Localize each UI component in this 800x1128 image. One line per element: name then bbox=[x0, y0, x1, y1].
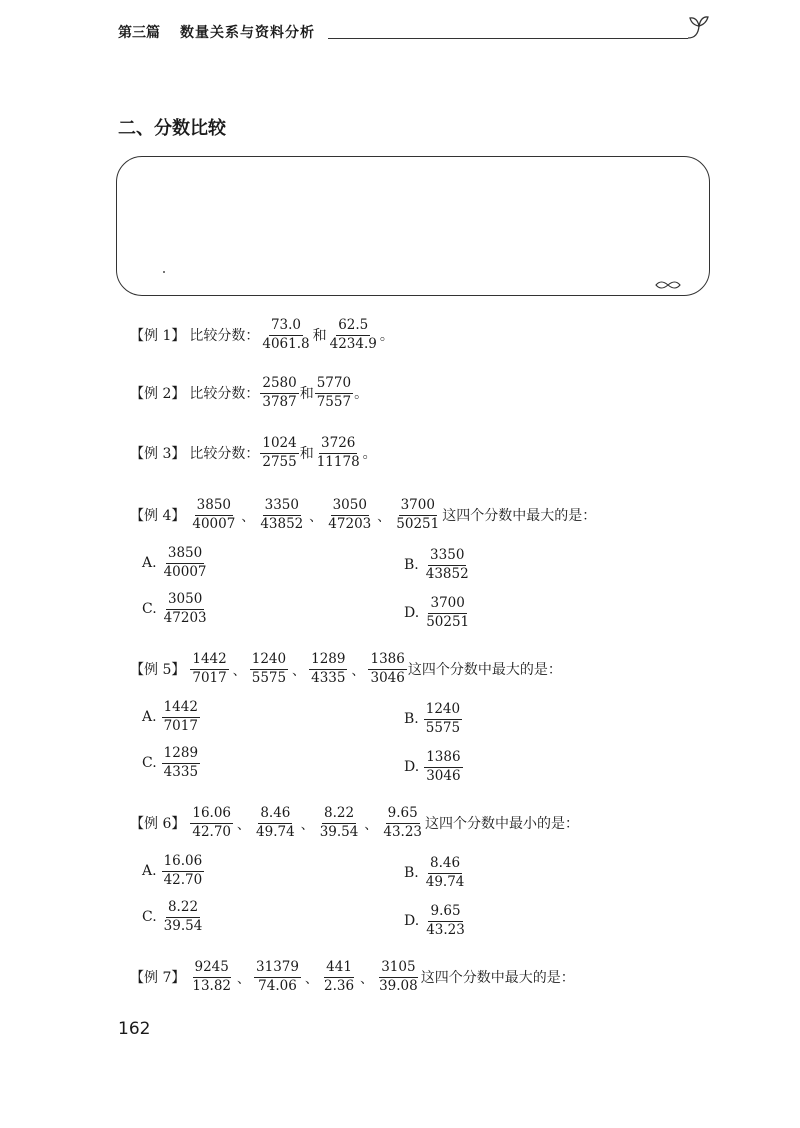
option-letter: D. bbox=[404, 759, 420, 776]
fraction bbox=[190, 806, 233, 840]
numerator: 9245 bbox=[193, 960, 231, 978]
fraction bbox=[318, 806, 361, 840]
numerator: 16.06 bbox=[162, 854, 205, 872]
numerator: 9.65 bbox=[386, 806, 420, 824]
fraction bbox=[315, 436, 362, 470]
fraction bbox=[424, 596, 471, 630]
example-5 bbox=[130, 652, 562, 686]
numerator: 1442 bbox=[190, 652, 228, 670]
chapter-label: 第三篇 bbox=[118, 25, 160, 41]
fraction bbox=[260, 436, 298, 470]
denominator: 40007 bbox=[192, 515, 236, 532]
denominator: 11178 bbox=[316, 453, 360, 470]
sprout-icon bbox=[686, 12, 712, 42]
period: 。 bbox=[354, 386, 369, 403]
example-prompt: 比较分数： bbox=[189, 386, 260, 403]
numerator: 3850 bbox=[166, 546, 204, 564]
separator: 、 bbox=[364, 817, 378, 833]
numerator: 9.65 bbox=[428, 904, 462, 922]
numerator: 1386 bbox=[368, 652, 406, 670]
option-c[interactable] bbox=[142, 746, 201, 780]
conjunction: 和 bbox=[299, 386, 314, 403]
leaf-icon bbox=[655, 277, 681, 291]
fraction bbox=[162, 546, 209, 580]
denominator: 3787 bbox=[262, 393, 297, 410]
denominator: 50251 bbox=[396, 515, 440, 532]
note-box bbox=[116, 156, 710, 296]
numerator: 8.46 bbox=[258, 806, 292, 824]
numerator: 3350 bbox=[263, 498, 301, 516]
fraction bbox=[162, 854, 205, 888]
numerator: 62.5 bbox=[336, 318, 370, 336]
example-prompt: 比较分数： bbox=[189, 328, 260, 345]
option-d[interactable] bbox=[404, 904, 468, 938]
denominator: 4335 bbox=[311, 669, 346, 686]
separator: 、 bbox=[300, 817, 314, 833]
numerator: 31379 bbox=[254, 960, 301, 978]
separator: 、 bbox=[377, 509, 391, 525]
numerator: 3105 bbox=[379, 960, 417, 978]
numerator: 3350 bbox=[428, 548, 466, 566]
denominator: 7557 bbox=[316, 393, 352, 410]
conjunction: 和 bbox=[312, 328, 327, 345]
fraction bbox=[190, 652, 228, 686]
denominator: 7017 bbox=[192, 669, 227, 686]
option-a[interactable] bbox=[142, 546, 210, 580]
option-letter: B. bbox=[404, 557, 419, 574]
fraction bbox=[254, 960, 301, 994]
denominator: 3046 bbox=[426, 767, 461, 784]
question-text: 这四个分数中最大的是： bbox=[420, 970, 575, 987]
numerator: 1240 bbox=[250, 652, 288, 670]
numerator: 16.06 bbox=[190, 806, 233, 824]
separator: 、 bbox=[309, 509, 323, 525]
option-a[interactable] bbox=[142, 854, 205, 888]
option-letter: B. bbox=[404, 711, 419, 728]
question-text: 这四个分数中最小的是： bbox=[425, 816, 580, 833]
option-c[interactable] bbox=[142, 900, 205, 934]
example-tag: 【例 5】 bbox=[130, 662, 186, 679]
fraction bbox=[254, 806, 297, 840]
fraction bbox=[424, 750, 462, 784]
denominator: 7017 bbox=[163, 717, 198, 734]
fraction bbox=[260, 376, 298, 410]
option-b[interactable] bbox=[404, 548, 472, 582]
example-tag: 【例 1】 bbox=[130, 328, 186, 345]
fraction bbox=[162, 592, 209, 626]
separator: 、 bbox=[237, 971, 251, 987]
denominator: 5575 bbox=[251, 669, 287, 686]
denominator: 74.06 bbox=[258, 977, 297, 994]
numerator: 1289 bbox=[309, 652, 347, 670]
option-c[interactable] bbox=[142, 592, 210, 626]
option-b[interactable] bbox=[404, 856, 467, 890]
option-a[interactable] bbox=[142, 700, 201, 734]
denominator: 49.74 bbox=[256, 823, 295, 840]
example-tag: 【例 3】 bbox=[130, 446, 186, 463]
question-text: 这四个分数中最大的是： bbox=[442, 508, 597, 525]
numerator: 5770 bbox=[315, 376, 353, 394]
note-dot bbox=[163, 271, 165, 273]
section-title: 二、分数比较 bbox=[118, 118, 226, 139]
fraction bbox=[424, 904, 467, 938]
option-d[interactable] bbox=[404, 596, 472, 630]
denominator: 5575 bbox=[425, 719, 461, 736]
option-letter: A. bbox=[142, 709, 157, 726]
separator: 、 bbox=[241, 509, 255, 525]
fraction bbox=[258, 498, 305, 532]
fraction bbox=[328, 318, 379, 352]
example-2 bbox=[130, 376, 368, 410]
fraction bbox=[377, 960, 420, 994]
option-letter: C. bbox=[142, 909, 157, 926]
option-letter: C. bbox=[142, 755, 157, 772]
separator: 、 bbox=[232, 663, 246, 679]
option-letter: D. bbox=[404, 913, 420, 930]
fraction bbox=[315, 376, 353, 410]
example-3 bbox=[130, 436, 377, 470]
numerator: 3726 bbox=[319, 436, 357, 454]
denominator: 42.70 bbox=[192, 823, 232, 840]
fraction bbox=[326, 498, 373, 532]
conjunction: 和 bbox=[299, 446, 314, 463]
example-1 bbox=[130, 318, 394, 352]
denominator: 13.82 bbox=[192, 977, 232, 994]
example-tag: 【例 6】 bbox=[130, 816, 186, 833]
fraction bbox=[322, 960, 356, 994]
fraction bbox=[190, 498, 237, 532]
denominator: 42.70 bbox=[163, 871, 203, 888]
denominator: 43.23 bbox=[383, 823, 423, 840]
example-prompt: 比较分数： bbox=[189, 446, 260, 463]
fraction bbox=[309, 652, 347, 686]
question-text: 这四个分数中最大的是： bbox=[407, 662, 562, 679]
fraction bbox=[162, 746, 200, 780]
fraction bbox=[162, 900, 205, 934]
numerator: 441 bbox=[324, 960, 354, 978]
numerator: 3050 bbox=[166, 592, 204, 610]
denominator: 39.54 bbox=[163, 917, 203, 934]
denominator: 43.23 bbox=[426, 921, 465, 938]
page-header bbox=[118, 18, 718, 48]
denominator: 50251 bbox=[426, 613, 470, 630]
fraction bbox=[260, 318, 311, 352]
chapter-title: 数量关系与资料分析 bbox=[180, 25, 315, 41]
separator: 、 bbox=[351, 663, 365, 679]
denominator: 2755 bbox=[262, 453, 297, 470]
numerator: 3700 bbox=[428, 596, 466, 614]
denominator: 4061.8 bbox=[262, 335, 310, 352]
option-letter: A. bbox=[142, 555, 157, 572]
numerator: 8.22 bbox=[166, 900, 200, 918]
separator: 、 bbox=[360, 971, 374, 987]
denominator: 40007 bbox=[163, 563, 207, 580]
example-7 bbox=[130, 960, 575, 994]
fraction bbox=[162, 700, 200, 734]
header-rule bbox=[328, 38, 688, 39]
example-tag: 【例 4】 bbox=[130, 508, 186, 525]
option-letter: A. bbox=[142, 863, 157, 880]
numerator: 8.46 bbox=[428, 856, 462, 874]
example-6 bbox=[130, 806, 579, 840]
numerator: 3850 bbox=[195, 498, 233, 516]
denominator: 43852 bbox=[260, 515, 304, 532]
option-d[interactable] bbox=[404, 750, 464, 784]
fraction bbox=[250, 652, 288, 686]
numerator: 3700 bbox=[399, 498, 437, 516]
denominator: 4234.9 bbox=[329, 335, 377, 352]
numerator: 1024 bbox=[260, 436, 298, 454]
option-letter: C. bbox=[142, 601, 157, 618]
numerator: 1442 bbox=[162, 700, 200, 718]
separator: 、 bbox=[304, 971, 318, 987]
separator: 、 bbox=[237, 817, 251, 833]
numerator: 1386 bbox=[424, 750, 462, 768]
numerator: 1289 bbox=[162, 746, 200, 764]
option-letter: B. bbox=[404, 865, 419, 882]
example-4 bbox=[130, 498, 596, 532]
denominator: 49.74 bbox=[425, 873, 465, 890]
denominator: 47203 bbox=[163, 609, 207, 626]
fraction bbox=[190, 960, 233, 994]
fraction bbox=[381, 806, 424, 840]
denominator: 4335 bbox=[163, 763, 199, 780]
fraction bbox=[424, 548, 471, 582]
denominator: 43852 bbox=[425, 565, 469, 582]
fraction bbox=[424, 702, 462, 736]
example-tag: 【例 7】 bbox=[130, 970, 186, 987]
option-letter: D. bbox=[404, 605, 420, 622]
numerator: 3050 bbox=[331, 498, 369, 516]
example-tag: 【例 2】 bbox=[130, 386, 186, 403]
period: 。 bbox=[362, 446, 377, 463]
denominator: 39.54 bbox=[319, 823, 359, 840]
numerator: 1240 bbox=[424, 702, 462, 720]
numerator: 8.22 bbox=[322, 806, 356, 824]
numerator: 2580 bbox=[260, 376, 298, 394]
fraction bbox=[424, 856, 467, 890]
separator: 、 bbox=[292, 663, 306, 679]
option-b[interactable] bbox=[404, 702, 463, 736]
denominator: 47203 bbox=[328, 515, 372, 532]
numerator: 73.0 bbox=[269, 318, 303, 336]
fraction bbox=[394, 498, 441, 532]
page-number: 162 bbox=[118, 1019, 151, 1039]
period: 。 bbox=[379, 328, 394, 345]
denominator: 3046 bbox=[370, 669, 405, 686]
denominator: 2.36 bbox=[324, 977, 355, 994]
denominator: 39.08 bbox=[379, 977, 418, 994]
fraction bbox=[368, 652, 406, 686]
